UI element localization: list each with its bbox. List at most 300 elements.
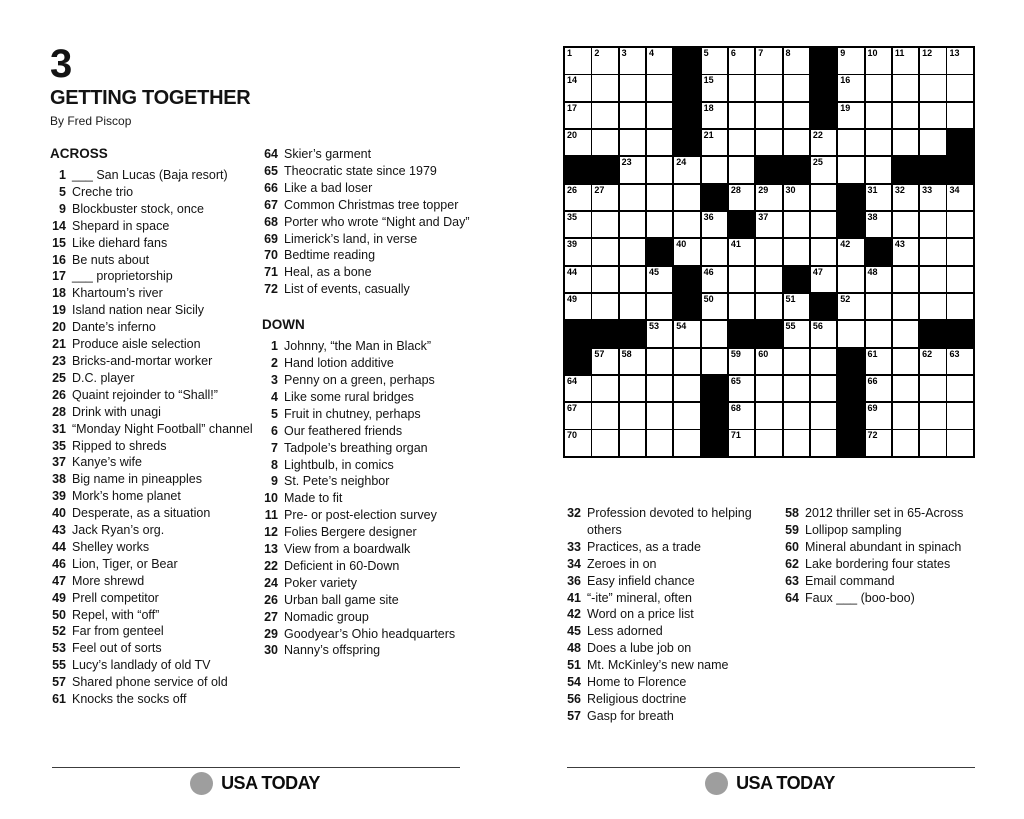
- grid-cell[interactable]: [565, 212, 591, 238]
- grid-cell[interactable]: [647, 403, 673, 429]
- grid-cell[interactable]: [838, 239, 864, 265]
- grid-cell-number: 37: [758, 211, 769, 222]
- clue-number: 63: [785, 573, 799, 588]
- grid-cell-black: [838, 430, 864, 456]
- grid-cell[interactable]: [729, 376, 755, 402]
- clue-number: 34: [567, 556, 581, 571]
- grid-cell[interactable]: [838, 294, 864, 320]
- grid-cell[interactable]: [756, 212, 782, 238]
- clue-number: 66: [264, 180, 278, 195]
- clue-item: [262, 575, 470, 592]
- grid-cell[interactable]: [838, 75, 864, 101]
- clue-number: 22: [264, 558, 278, 573]
- grid-cell-number: 15: [703, 75, 714, 86]
- grid-cell-black: [920, 157, 946, 183]
- grid-cell[interactable]: [729, 103, 755, 129]
- grid-cell[interactable]: [784, 430, 810, 456]
- clue-number: 26: [264, 592, 278, 607]
- clue-number: 5: [59, 184, 66, 199]
- grid-cell-black: [674, 103, 700, 129]
- grid-cell[interactable]: [893, 376, 919, 402]
- clue-number: 35: [52, 438, 66, 453]
- grid-cell-number: 70: [567, 430, 578, 441]
- grid-cell[interactable]: [565, 239, 591, 265]
- grid-cell[interactable]: [866, 75, 892, 101]
- grid-cell-number: 4: [648, 48, 654, 58]
- grid-cell-number: 71: [730, 430, 741, 441]
- clue-number: 9: [59, 201, 66, 216]
- grid-cell[interactable]: [811, 185, 837, 211]
- grid-cell[interactable]: [565, 75, 591, 101]
- grid-cell-number: 38: [867, 211, 878, 222]
- title-block: [50, 44, 350, 128]
- grid-cell[interactable]: [702, 130, 728, 156]
- grid-cell-black: [674, 294, 700, 320]
- grid-cell[interactable]: [838, 103, 864, 129]
- grid-cell[interactable]: [592, 212, 618, 238]
- clue-number: 33: [567, 539, 581, 554]
- grid-cell[interactable]: [784, 239, 810, 265]
- grid-cell[interactable]: [620, 48, 646, 74]
- grid-cell[interactable]: [565, 294, 591, 320]
- clue-text: Limerick’s land, in verse: [284, 231, 418, 246]
- grid-cell[interactable]: [592, 267, 618, 293]
- grid-cell-black: [565, 321, 591, 347]
- grid-cell[interactable]: [811, 376, 837, 402]
- clue-number: 6: [271, 423, 278, 438]
- grid-cell[interactable]: [565, 430, 591, 456]
- grid-cell[interactable]: [647, 430, 673, 456]
- grid-cell[interactable]: [702, 349, 728, 375]
- grid-cell[interactable]: [647, 130, 673, 156]
- clue-item: [50, 623, 257, 640]
- grid-cell-black: [647, 239, 673, 265]
- grid-cell[interactable]: [647, 185, 673, 211]
- grid-cell[interactable]: [920, 103, 946, 129]
- grid-cell[interactable]: [729, 75, 755, 101]
- grid-cell[interactable]: [784, 130, 810, 156]
- grid-cell[interactable]: [620, 185, 646, 211]
- grid-cell[interactable]: [920, 376, 946, 402]
- grid-cell[interactable]: [756, 349, 782, 375]
- grid-cell-number: 34: [949, 184, 960, 195]
- grid-cell-black: [674, 130, 700, 156]
- grid-cell[interactable]: [920, 403, 946, 429]
- grid-cell[interactable]: [784, 349, 810, 375]
- grid-cell[interactable]: [811, 239, 837, 265]
- grid-cell[interactable]: [866, 157, 892, 183]
- grid-cell[interactable]: [893, 294, 919, 320]
- grid-cell[interactable]: [784, 185, 810, 211]
- grid-cell[interactable]: [838, 267, 864, 293]
- grid-cell[interactable]: [729, 48, 755, 74]
- grid-cell[interactable]: [565, 48, 591, 74]
- grid-cell[interactable]: [811, 321, 837, 347]
- grid-cell-number: 60: [758, 348, 769, 359]
- grid-cell-black: [838, 403, 864, 429]
- grid-cell[interactable]: [947, 430, 973, 456]
- grid-cell[interactable]: [592, 75, 618, 101]
- grid-cell[interactable]: [756, 267, 782, 293]
- grid-cell[interactable]: [920, 185, 946, 211]
- clue-item: [50, 640, 257, 657]
- grid-cell[interactable]: [866, 430, 892, 456]
- grid-cell[interactable]: [947, 376, 973, 402]
- grid-cell[interactable]: [893, 267, 919, 293]
- grid-cell[interactable]: [592, 376, 618, 402]
- grid-cell[interactable]: [565, 376, 591, 402]
- clue-item: [565, 674, 779, 691]
- grid-cell[interactable]: [674, 430, 700, 456]
- clue-number: 38: [52, 472, 66, 487]
- grid-cell[interactable]: [702, 212, 728, 238]
- grid-cell[interactable]: [947, 267, 973, 293]
- clue-text: Porter who wrote “Night and Day”: [284, 214, 470, 229]
- grid-cell-black: [838, 212, 864, 238]
- grid-cell[interactable]: [784, 48, 810, 74]
- grid-cell[interactable]: [866, 103, 892, 129]
- grid-cell[interactable]: [893, 403, 919, 429]
- clue-number: 36: [567, 573, 581, 588]
- grid-cell[interactable]: [947, 185, 973, 211]
- grid-cell[interactable]: [592, 130, 618, 156]
- grid-cell[interactable]: [647, 349, 673, 375]
- clue-item: [262, 406, 470, 423]
- grid-cell[interactable]: [893, 212, 919, 238]
- grid-cell[interactable]: [893, 75, 919, 101]
- grid-cell[interactable]: [866, 267, 892, 293]
- grid-cell[interactable]: [811, 130, 837, 156]
- grid-cell[interactable]: [920, 267, 946, 293]
- clue-number: 53: [52, 641, 66, 656]
- grid-cell[interactable]: [702, 267, 728, 293]
- grid-cell[interactable]: [756, 130, 782, 156]
- grid-cell[interactable]: [947, 349, 973, 375]
- grid-cell[interactable]: [702, 157, 728, 183]
- grid-cell[interactable]: [811, 212, 837, 238]
- grid-cell[interactable]: [620, 75, 646, 101]
- clue-item: [50, 657, 257, 674]
- grid-cell[interactable]: [838, 321, 864, 347]
- down-clues-column-3: [783, 505, 983, 606]
- grid-cell[interactable]: [592, 349, 618, 375]
- grid-cell[interactable]: [811, 267, 837, 293]
- clue-text: Blockbuster stock, once: [72, 201, 205, 216]
- grid-cell-black: [592, 157, 618, 183]
- grid-cell[interactable]: [866, 321, 892, 347]
- grid-cell[interactable]: [565, 403, 591, 429]
- grid-cell[interactable]: [592, 48, 618, 74]
- grid-cell[interactable]: [947, 75, 973, 101]
- grid-cell[interactable]: [674, 349, 700, 375]
- grid-cell[interactable]: [592, 185, 618, 211]
- grid-cell[interactable]: [811, 403, 837, 429]
- clue-text: Lightbulb, in comics: [284, 457, 394, 472]
- grid-cell[interactable]: [811, 430, 837, 456]
- grid-cell[interactable]: [620, 294, 646, 320]
- usatoday-logo-left: [40, 772, 470, 795]
- grid-cell[interactable]: [674, 403, 700, 429]
- grid-cell[interactable]: [702, 239, 728, 265]
- grid-cell[interactable]: [920, 294, 946, 320]
- grid-cell-black: [702, 376, 728, 402]
- grid-cell[interactable]: [838, 130, 864, 156]
- clue-item: [565, 640, 779, 657]
- grid-cell[interactable]: [784, 403, 810, 429]
- grid-cell[interactable]: [729, 267, 755, 293]
- grid-cell[interactable]: [729, 430, 755, 456]
- grid-cell[interactable]: [947, 239, 973, 265]
- grid-cell[interactable]: [620, 267, 646, 293]
- clue-number: 50: [52, 607, 66, 622]
- grid-cell[interactable]: [866, 403, 892, 429]
- clue-number: 64: [264, 147, 278, 161]
- grid-cell[interactable]: [647, 376, 673, 402]
- clue-text: Does a lube job on: [587, 641, 692, 656]
- grid-cell[interactable]: [811, 157, 837, 183]
- grid-cell[interactable]: [784, 212, 810, 238]
- grid-cell[interactable]: [702, 75, 728, 101]
- clue-text: Mineral abundant in spinach: [805, 539, 962, 554]
- grid-cell[interactable]: [592, 294, 618, 320]
- grid-cell[interactable]: [920, 239, 946, 265]
- grid-cell[interactable]: [729, 349, 755, 375]
- grid-cell[interactable]: [756, 75, 782, 101]
- grid-cell[interactable]: [702, 294, 728, 320]
- grid-cell[interactable]: [947, 48, 973, 74]
- grid-cell[interactable]: [866, 376, 892, 402]
- grid-cell[interactable]: [565, 130, 591, 156]
- clue-item: [262, 473, 470, 490]
- grid-cell[interactable]: [647, 48, 673, 74]
- grid-cell[interactable]: [620, 212, 646, 238]
- grid-cell[interactable]: [838, 48, 864, 74]
- grid-cell[interactable]: [674, 212, 700, 238]
- grid-cell[interactable]: [702, 103, 728, 129]
- grid-cell[interactable]: [866, 212, 892, 238]
- grid-cell[interactable]: [620, 430, 646, 456]
- grid-cell[interactable]: [647, 267, 673, 293]
- grid-cell[interactable]: [920, 212, 946, 238]
- grid-cell[interactable]: [729, 294, 755, 320]
- clue-item: [262, 264, 470, 281]
- grid-cell[interactable]: [838, 157, 864, 183]
- clue-text: Bricks-and-mortar worker: [72, 353, 213, 368]
- clue-text: Island nation near Sicily: [72, 303, 205, 318]
- grid-cell-black: [784, 157, 810, 183]
- grid-cell[interactable]: [947, 103, 973, 129]
- grid-cell[interactable]: [920, 130, 946, 156]
- grid-cell[interactable]: [756, 430, 782, 456]
- across-clue-list-1: [50, 167, 257, 708]
- grid-cell[interactable]: [756, 185, 782, 211]
- clue-number: 58: [785, 506, 799, 520]
- grid-cell-black: [838, 376, 864, 402]
- grid-cell[interactable]: [866, 294, 892, 320]
- grid-cell[interactable]: [729, 403, 755, 429]
- grid-cell[interactable]: [729, 130, 755, 156]
- clue-item: [50, 353, 257, 370]
- clue-number: 9: [271, 474, 278, 489]
- grid-cell[interactable]: [920, 75, 946, 101]
- grid-cell[interactable]: [866, 48, 892, 74]
- grid-cell-black: [866, 239, 892, 265]
- clue-text: Big name in pineapples: [72, 472, 202, 487]
- grid-cell[interactable]: [729, 185, 755, 211]
- grid-cell[interactable]: [893, 321, 919, 347]
- grid-cell[interactable]: [592, 430, 618, 456]
- grid-cell[interactable]: [729, 239, 755, 265]
- grid-cell-black: [756, 157, 782, 183]
- grid-cell[interactable]: [866, 130, 892, 156]
- grid-cell-number: 66: [867, 375, 878, 386]
- grid-cell-black: [592, 321, 618, 347]
- grid-cell-number: 21: [703, 129, 714, 140]
- grid-cell[interactable]: [893, 185, 919, 211]
- clue-text: List of events, casually: [284, 282, 410, 297]
- grid-cell[interactable]: [756, 239, 782, 265]
- grid-cell-number: 35: [567, 211, 578, 222]
- grid-cell[interactable]: [674, 376, 700, 402]
- grid-cell[interactable]: [674, 157, 700, 183]
- usatoday-circle-icon: [190, 772, 213, 795]
- grid-cell-black: [811, 294, 837, 320]
- clue-number: 71: [264, 265, 278, 280]
- grid-cell[interactable]: [893, 103, 919, 129]
- grid-cell[interactable]: [592, 103, 618, 129]
- grid-cell[interactable]: [920, 48, 946, 74]
- grid-cell[interactable]: [784, 103, 810, 129]
- grid-cell-black: [729, 212, 755, 238]
- grid-cell-black: [947, 157, 973, 183]
- clue-number: 23: [52, 353, 66, 368]
- clue-item: [50, 454, 257, 471]
- clue-text: Like a bad loser: [284, 180, 373, 195]
- clue-item: [50, 319, 257, 336]
- grid-cell[interactable]: [620, 157, 646, 183]
- grid-cell[interactable]: [592, 403, 618, 429]
- clue-item: [783, 556, 983, 573]
- grid-cell[interactable]: [784, 321, 810, 347]
- clue-item: [50, 268, 257, 285]
- clue-text: Word on a price list: [587, 607, 694, 622]
- clue-item: [50, 421, 257, 438]
- grid-cell[interactable]: [893, 430, 919, 456]
- grid-cell[interactable]: [702, 48, 728, 74]
- grid-cell[interactable]: [893, 349, 919, 375]
- grid-cell[interactable]: [756, 294, 782, 320]
- grid-cell[interactable]: [674, 321, 700, 347]
- grid-cell[interactable]: [592, 239, 618, 265]
- clue-text: Less adorned: [587, 624, 663, 639]
- clue-item: [565, 573, 779, 590]
- grid-cell-number: 1: [567, 48, 573, 58]
- clue-number: 62: [785, 556, 799, 571]
- clue-item: [262, 440, 470, 457]
- clue-text: Lucy’s landlady of old TV: [72, 658, 211, 673]
- grid-cell-black: [811, 48, 837, 74]
- grid-cell[interactable]: [893, 130, 919, 156]
- grid-cell[interactable]: [647, 321, 673, 347]
- grid-cell[interactable]: [947, 212, 973, 238]
- grid-cell[interactable]: [756, 103, 782, 129]
- grid-cell[interactable]: [811, 349, 837, 375]
- clue-number: 64: [785, 590, 799, 605]
- grid-cell[interactable]: [866, 185, 892, 211]
- grid-cell[interactable]: [565, 185, 591, 211]
- grid-cell[interactable]: [756, 48, 782, 74]
- grid-cell-number: 50: [703, 293, 714, 304]
- grid-cell[interactable]: [756, 376, 782, 402]
- grid-cell[interactable]: [920, 349, 946, 375]
- grid-cell-black: [838, 185, 864, 211]
- grid-cell[interactable]: [620, 403, 646, 429]
- clue-item: [50, 691, 257, 708]
- grid-cell[interactable]: [647, 212, 673, 238]
- grid-cell[interactable]: [784, 376, 810, 402]
- clue-number: 46: [52, 556, 66, 571]
- grid-cell-number: 32: [894, 184, 905, 195]
- grid-cell[interactable]: [947, 294, 973, 320]
- down-clue-list-1: [262, 338, 470, 659]
- clue-number: 15: [52, 235, 66, 250]
- grid-cell[interactable]: [620, 130, 646, 156]
- clue-text: More shrewd: [72, 573, 145, 588]
- grid-cell[interactable]: [729, 157, 755, 183]
- grid-cell[interactable]: [756, 403, 782, 429]
- grid-cell[interactable]: [674, 185, 700, 211]
- grid-cell-number: 5: [703, 48, 709, 58]
- clue-number: 52: [52, 624, 66, 639]
- crossword-grid: [563, 46, 975, 458]
- grid-cell[interactable]: [620, 103, 646, 129]
- grid-cell[interactable]: [947, 403, 973, 429]
- clue-text: Pre- or post-election survey: [284, 508, 437, 523]
- grid-cell[interactable]: [565, 103, 591, 129]
- grid-cell[interactable]: [784, 294, 810, 320]
- grid-cell[interactable]: [920, 430, 946, 456]
- grid-cell[interactable]: [893, 48, 919, 74]
- clue-text: Fruit in chutney, perhaps: [284, 406, 421, 421]
- clue-text: Like diehard fans: [72, 235, 168, 250]
- grid-cell[interactable]: [565, 267, 591, 293]
- grid-cell[interactable]: [647, 294, 673, 320]
- grid-cell[interactable]: [620, 349, 646, 375]
- grid-cell-black: [947, 321, 973, 347]
- clue-item: [262, 626, 470, 643]
- clue-number: 14: [52, 218, 66, 233]
- grid-cell[interactable]: [647, 75, 673, 101]
- clue-item: [262, 524, 470, 541]
- grid-cell-number: 30: [785, 184, 796, 195]
- grid-cell[interactable]: [647, 103, 673, 129]
- grid-cell-number: 11: [894, 48, 905, 58]
- grid-cell-number: 28: [730, 184, 741, 195]
- clue-item: [50, 556, 257, 573]
- grid-cell[interactable]: [702, 321, 728, 347]
- grid-cell[interactable]: [620, 376, 646, 402]
- grid-cell[interactable]: [893, 239, 919, 265]
- grid-cell[interactable]: [674, 239, 700, 265]
- grid-cell[interactable]: [866, 349, 892, 375]
- grid-cell-black: [893, 157, 919, 183]
- clue-number: 68: [264, 214, 278, 229]
- grid-cell-black: [702, 403, 728, 429]
- grid-cell-black: [674, 48, 700, 74]
- grid-cell[interactable]: [647, 157, 673, 183]
- grid-cell[interactable]: [784, 75, 810, 101]
- grid-cell[interactable]: [620, 239, 646, 265]
